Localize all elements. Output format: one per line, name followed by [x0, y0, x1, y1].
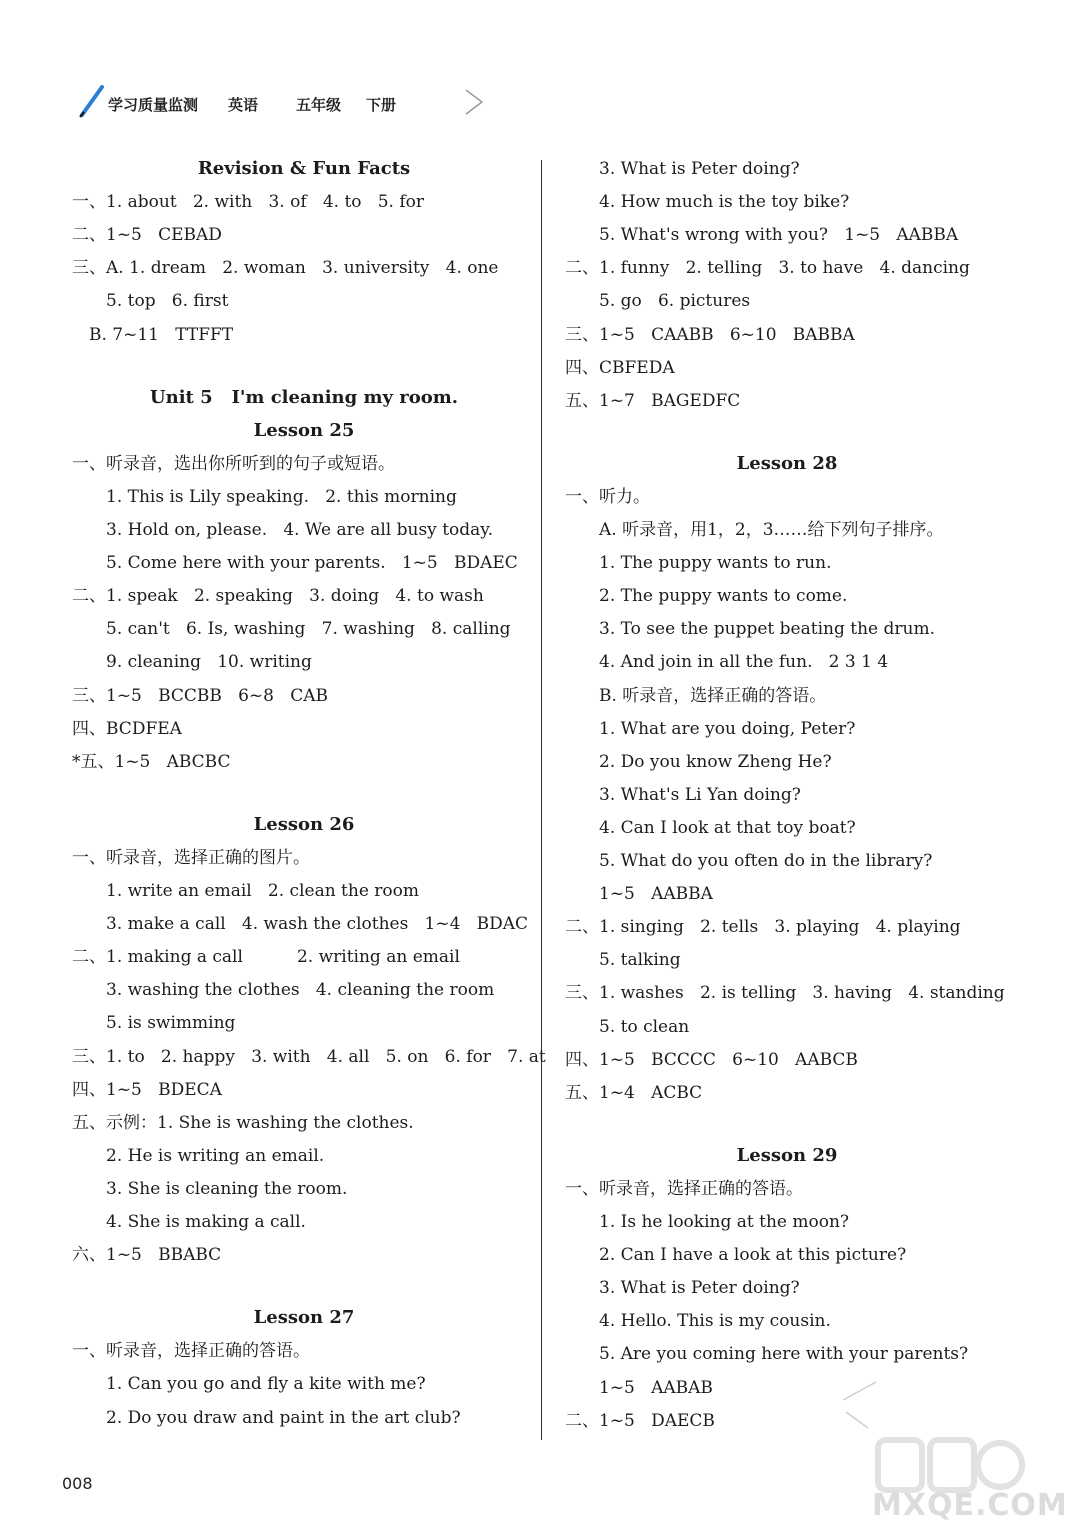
- answer-line: 三、1~5 CAABB 6~10 BABBA: [565, 324, 855, 345]
- answer-line: 4. And join in all the fun. 2 3 1 4: [599, 652, 889, 673]
- answer-line: 5. can't 6. Is, washing 7. washing 8. calling: [106, 619, 511, 640]
- answer-line: 三、A. 1. dream 2. woman 3. university 4. one: [72, 258, 499, 279]
- section-title: Lesson 27: [253, 1307, 355, 1329]
- answer-line: B. 听录音，选择正确的答语。: [599, 685, 827, 706]
- answer-line: 三、1~5 BCCBB 6~8 CAB: [72, 685, 328, 706]
- answer-line: 二、1. singing 2. tells 3. playing 4. playing: [565, 917, 961, 938]
- answer-line: 5. top 6. first: [106, 291, 229, 312]
- answer-line: 2. Do you know Zheng He?: [599, 751, 832, 772]
- answer-line: 1. What are you doing, Peter?: [599, 718, 856, 739]
- answer-line: 四、BCDFEA: [72, 718, 182, 739]
- answer-line: 二、1~5 DAECB: [565, 1410, 715, 1431]
- answer-line: 5. What's wrong with you? 1~5 AABBA: [599, 225, 959, 246]
- answer-line: 1. write an email 2. clean the room: [106, 881, 420, 901]
- answer-line: 一、听录音，选择正确的答语。: [565, 1178, 803, 1199]
- answer-line: 三、1. to 2. happy 3. with 4. all 5. on 6. for 7. at: [72, 1046, 546, 1067]
- arrow-decoration-icon: [462, 88, 486, 116]
- answer-line: 一、听录音，选择正确的答语。: [72, 1341, 310, 1362]
- answer-line: 一、听录音，选出你所听到的句子或短语。: [72, 453, 395, 474]
- answer-line: 3. What is Peter doing?: [599, 159, 800, 179]
- answer-line: 3. Hold on, please. 4. We are all busy today.: [106, 520, 494, 540]
- answer-line: 二、1. funny 2. telling 3. to have 4. dancing: [565, 258, 970, 279]
- section-title: Lesson 29: [736, 1144, 838, 1166]
- grade-label: 五年级: [296, 96, 342, 114]
- answer-line: 2. Do you draw and paint in the art club?: [106, 1407, 461, 1428]
- answer-line: 一、1. about 2. with 3. of 4. to 5. for: [72, 192, 425, 213]
- answer-line: A. 听录音，用1，2，3……给下列句子排序。: [599, 520, 944, 540]
- answer-line: 四、CBFEDA: [565, 357, 675, 378]
- answer-line: 4. How much is the toy bike?: [599, 192, 850, 213]
- answer-line: 二、1~5 CEBAD: [72, 225, 222, 246]
- section-title: Lesson 28: [736, 452, 838, 474]
- pen-icon: [78, 84, 106, 118]
- section-title: Revision & Fun Facts: [197, 158, 411, 179]
- answer-line: 4. Can I look at that toy boat?: [599, 817, 856, 838]
- series-title: 学习质量监测: [108, 96, 199, 114]
- column-divider: [541, 160, 542, 1440]
- answer-line: 1. Is he looking at the moon?: [599, 1212, 850, 1232]
- answer-line: 四、1~5 BDECA: [72, 1079, 222, 1100]
- answer-line: 5. is swimming: [106, 1013, 236, 1034]
- answer-line: 2. He is writing an email.: [106, 1145, 325, 1166]
- answer-line: 9. cleaning 10. writing: [106, 652, 312, 673]
- section-title: Unit 5 I'm cleaning my room.: [149, 386, 459, 408]
- answer-line: 3. She is cleaning the room.: [106, 1178, 348, 1199]
- answer-line: 5. go 6. pictures: [599, 291, 751, 312]
- page-number: 008: [62, 1474, 93, 1493]
- answer-line: 5. Are you coming here with your parents?: [599, 1344, 969, 1365]
- section-title: Lesson 25: [253, 419, 355, 441]
- answer-line: 三、1. washes 2. is telling 3. having 4. standing: [565, 983, 1005, 1004]
- answer-line: 1. Can you go and fly a kite with me?: [106, 1374, 426, 1395]
- answer-line: 一、听录音，选择正确的图片。: [72, 847, 310, 868]
- answer-line: 1~5 AABAB: [599, 1377, 713, 1398]
- answer-line: 5. to clean: [599, 1016, 690, 1037]
- answer-line: 2. Can I have a look at this picture?: [599, 1245, 907, 1266]
- section-title: Lesson 26: [253, 813, 355, 835]
- answer-line: 5. talking: [599, 950, 681, 971]
- answer-line: 六、1~5 BBABC: [72, 1245, 222, 1266]
- answer-line: 4. She is making a call.: [106, 1212, 306, 1232]
- volume-label: 下册: [366, 96, 397, 114]
- answer-line: 1. This is Lily speaking. 2. this morning: [106, 486, 457, 507]
- page-header: [78, 84, 498, 120]
- answer-line: B. 7~11 TTFFT: [89, 324, 234, 345]
- answer-line: 3. washing the clothes 4. cleaning the room: [106, 980, 495, 1001]
- answer-line: *五、1~5 ABCBC: [72, 751, 231, 772]
- answer-line: 3. To see the puppet beating the drum.: [599, 619, 935, 640]
- answer-line: 3. What's Li Yan doing?: [599, 784, 801, 805]
- answer-line: 3. make a call 4. wash the clothes 1~4 BDAC: [106, 914, 529, 935]
- answer-line: 2. The puppy wants to come.: [599, 586, 848, 607]
- answer-line: 五、示例：1. She is washing the clothes.: [72, 1112, 414, 1133]
- answer-line: 1~5 AABBA: [599, 884, 713, 905]
- answer-line: 二、1. speak 2. speaking 3. doing 4. to wash: [72, 586, 484, 607]
- answer-line: 一、听力。: [565, 486, 650, 507]
- answer-line: 1. The puppy wants to run.: [599, 553, 832, 574]
- answer-line: 5. Come here with your parents. 1~5 BDAEC: [106, 553, 518, 574]
- watermark-text: MXQE.COM: [872, 1488, 1068, 1523]
- answer-line: 四、1~5 BCCCC 6~10 AABCB: [565, 1049, 858, 1070]
- answer-line: 3. What is Peter doing?: [599, 1278, 800, 1299]
- answer-line: 五、1~4 ACBC: [565, 1082, 703, 1103]
- subject-label: 英语: [228, 96, 259, 114]
- answer-line: 二、1. making a call 2. writing an email: [72, 947, 460, 968]
- answer-line: 五、1~7 BAGEDFC: [565, 390, 741, 411]
- answer-line: 4. Hello. This is my cousin.: [599, 1311, 831, 1332]
- answer-line: 5. What do you often do in the library?: [599, 851, 933, 871]
